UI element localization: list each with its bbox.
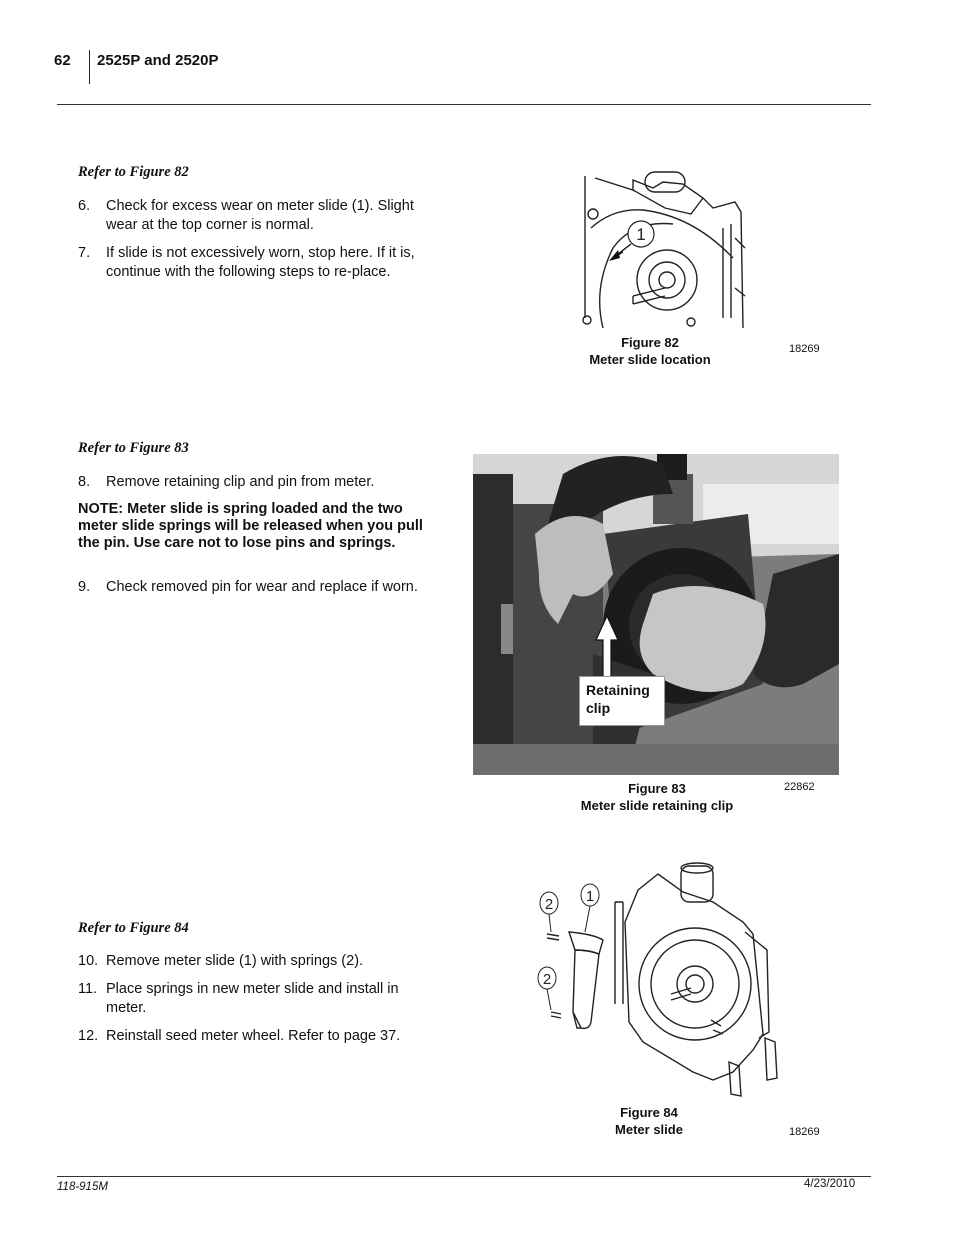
step-9 xyxy=(78,578,423,597)
step-number: 8. xyxy=(78,474,91,490)
callout-1: 1 xyxy=(636,225,646,244)
figure-84-image-id: 18269 xyxy=(789,1126,820,1138)
callout-2-bottom: 2 xyxy=(542,971,552,988)
step-text: If slide is not excessively worn, stop here. If it is, continue with the following steps to re-place. xyxy=(106,245,415,280)
figure-84-number: Figure 84 xyxy=(620,1105,678,1120)
figure-84-caption xyxy=(579,1104,719,1138)
step-text: Check for excess wear on meter slide (1). Slight wear at the top corner is normal. xyxy=(106,198,414,233)
step-text: Reinstall seed meter wheel. Refer to page 37. xyxy=(106,1028,401,1044)
figure-83-image-id: 22862 xyxy=(784,781,815,793)
ref-figure-84: Refer to Figure 84 xyxy=(78,920,189,936)
footer-rule xyxy=(57,1176,871,1177)
figure-82-illustration xyxy=(573,168,753,330)
step-text: Remove retaining clip and pin from meter. xyxy=(106,474,375,490)
callout-1: 1 xyxy=(585,888,595,905)
figure-82-image-id: 18269 xyxy=(789,343,820,355)
figure-82-title: Meter slide location xyxy=(589,352,711,367)
footer-doc-number: 118-915M xyxy=(57,1181,108,1193)
header-title: 2525P and 2520P xyxy=(97,52,219,69)
step-text: Check removed pin for wear and replace if worn. xyxy=(106,579,418,595)
note-spring-loaded: NOTE: Meter slide is spring loaded and the two meter slide springs will be released when you pull the pin. Use care not to lose pins and springs. xyxy=(78,501,423,551)
step-6 xyxy=(78,197,423,235)
header-rule xyxy=(57,104,871,105)
step-number: 12. xyxy=(78,1028,99,1044)
step-12 xyxy=(78,1027,423,1046)
header-separator xyxy=(89,50,90,84)
retaining-clip-label: Retaining clip xyxy=(586,682,650,716)
page-number: 62 xyxy=(54,52,71,69)
callout-2-top: 2 xyxy=(544,896,554,913)
figure-82-caption xyxy=(570,334,730,368)
ref-figure-83: Refer to Figure 83 xyxy=(78,440,189,456)
figure-82-number: Figure 82 xyxy=(621,335,679,350)
figure-84-illustration xyxy=(533,862,783,1098)
retaining-clip-label-box xyxy=(579,676,665,726)
step-number: 7. xyxy=(78,245,91,261)
figure-84-title: Meter slide xyxy=(615,1122,683,1137)
figure-83-title: Meter slide retaining clip xyxy=(580,798,734,813)
step-7 xyxy=(78,244,423,282)
step-number: 10. xyxy=(78,953,99,969)
figure-83-photo xyxy=(473,454,839,775)
step-10 xyxy=(78,952,423,971)
footer-date: 4/23/2010 xyxy=(804,1178,856,1190)
step-number: 11. xyxy=(78,981,98,997)
ref-figure-82: Refer to Figure 82 xyxy=(78,164,189,180)
figure-83-number: Figure 83 xyxy=(628,781,686,796)
figure-83-caption xyxy=(567,780,747,814)
step-11 xyxy=(78,980,423,1018)
step-text: Remove meter slide (1) with springs (2). xyxy=(106,953,364,969)
step-number: 9. xyxy=(78,579,91,595)
step-number: 6. xyxy=(78,198,91,214)
step-text: Place springs in new meter slide and install in meter. xyxy=(106,981,399,1016)
step-8 xyxy=(78,473,423,492)
